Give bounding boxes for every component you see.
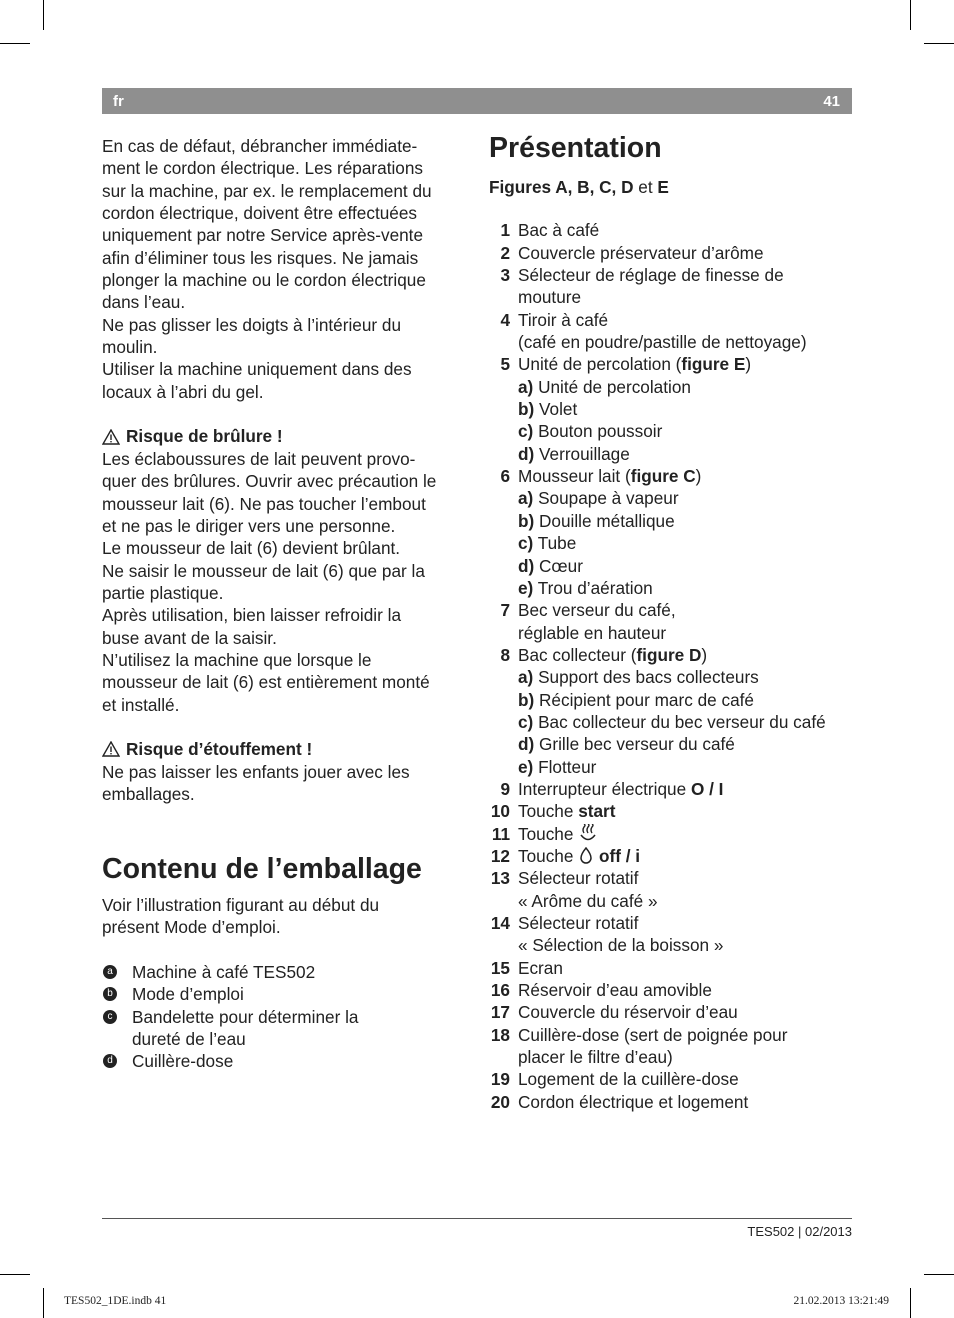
part-text: Support des bacs collecteurs (538, 667, 759, 688)
safety-paragraph (102, 135, 472, 403)
part-text: placer le filtre d’eau) (518, 1047, 673, 1068)
part-number: 8 (500, 644, 510, 665)
burn-warning-text (102, 448, 472, 716)
part-text: Grille bec verseur du café (539, 734, 735, 755)
text-line: Ne pas laisser les enfants jouer avec les (102, 761, 410, 782)
text-line: cordon électrique, doivent être effectuées (102, 203, 417, 224)
part-text-bold: figure C (630, 466, 696, 487)
text-line: dans l’eau. (102, 292, 186, 313)
part-text: Bec verseur du café, (518, 600, 676, 621)
part-text: Cuillère-dose (sert de poignée pour (518, 1024, 788, 1045)
part-text: Flotteur (538, 756, 597, 777)
part-text-bold: figure D (636, 644, 702, 665)
drop-icon (578, 846, 594, 866)
text-line: partie plastique. (102, 582, 224, 603)
part-text: Bac collecteur ( (518, 644, 637, 665)
header-bar (102, 88, 852, 114)
slug-file: TES502_1DE.indb 41 (64, 1295, 167, 1307)
part-item (489, 934, 859, 956)
text-line: ment le cordon électrique. Les réparations (102, 158, 424, 179)
contents-item-text (132, 961, 315, 983)
part-item (489, 532, 859, 554)
part-text-end: ) (745, 354, 752, 375)
part-text: Cœur (539, 555, 583, 576)
part-text: Verrouillage (539, 443, 630, 464)
contents-item (102, 1006, 472, 1051)
part-text: Trou d’aération (537, 577, 653, 598)
text-line: Machine à café TES502 (132, 962, 316, 983)
text-line: mousseur de lait (6) est entièrement monté (102, 672, 430, 693)
contents-intro (102, 894, 472, 939)
contents-heading: Contenu de l’emballage (102, 853, 422, 885)
contents-item-text (132, 1006, 358, 1051)
part-number: 19 (490, 1069, 510, 1090)
sub-label: a) (518, 488, 534, 509)
text-line: Les éclaboussures de lait peuvent provo- (102, 448, 416, 469)
part-item (489, 510, 859, 532)
suffocation-warning-heading (102, 738, 472, 760)
text-line: Bandelette pour déterminer la (132, 1006, 359, 1027)
text-line: Ne saisir le mousseur de lait (6) que par la (102, 560, 425, 581)
contents-item (102, 1050, 472, 1072)
text-line: emballages. (102, 783, 195, 804)
part-text: Sélecteur rotatif (518, 868, 639, 889)
contents-item-text (132, 983, 244, 1005)
part-number: 13 (490, 868, 510, 889)
part-item (489, 242, 859, 264)
part-item (489, 622, 859, 644)
part-text: Cordon électrique et logement (518, 1091, 749, 1112)
crop-mark (924, 43, 954, 44)
part-item (489, 1091, 859, 1113)
part-item (489, 823, 859, 845)
part-text: « Arôme du café » (518, 890, 658, 911)
text-line: plonger la machine ou le cordon électrique (102, 270, 426, 291)
part-item (489, 778, 859, 800)
text-line: Mode d’emploi (132, 984, 244, 1005)
part-item (489, 577, 859, 599)
part-text: Bouton poussoir (538, 421, 663, 442)
text-line: et installé. (102, 694, 180, 715)
part-item (489, 912, 859, 934)
part-text: (café en poudre/pastille de nettoyage) (518, 332, 807, 353)
part-item (489, 666, 859, 688)
text-line: sur la machine, par ex. le remplacement du (102, 180, 432, 201)
figures-bold-e: E (657, 177, 669, 197)
part-number: 6 (500, 466, 510, 487)
part-item (489, 890, 859, 912)
parts-list (489, 219, 859, 1113)
part-item (489, 756, 859, 778)
part-number: 11 (491, 823, 510, 844)
part-text: Bac à café (518, 220, 600, 241)
text-line: buse avant de la saisir. (102, 627, 277, 648)
crop-mark (910, 1288, 911, 1318)
part-text: Unité de percolation (538, 376, 691, 397)
part-text: Tiroir à café (518, 309, 609, 330)
part-item (489, 465, 859, 487)
text-line: Utiliser la machine uniquement dans des (102, 359, 412, 380)
part-item (489, 331, 859, 353)
part-text: Touche (518, 801, 579, 822)
part-text: Récipient pour marc de café (539, 689, 754, 710)
contents-item-text (132, 1050, 233, 1072)
part-item (489, 264, 859, 286)
part-number: 3 (500, 265, 510, 286)
figures-et: et (633, 177, 658, 197)
part-text: réglable en hauteur (518, 622, 667, 643)
part-number: 16 (490, 980, 510, 1001)
steam-icon (578, 824, 598, 844)
crop-mark (924, 1274, 954, 1275)
part-text-bold: off / i (594, 845, 641, 866)
warning-icon (102, 429, 120, 445)
item-badge-icon: d (103, 1054, 117, 1068)
text-line: moulin. (102, 337, 158, 358)
text-line: afin d’éliminer tous les risques. Ne jamais (102, 247, 419, 268)
part-text: Unité de percolation ( (518, 354, 682, 375)
part-item (489, 353, 859, 375)
part-text: Réservoir d’eau amovible (518, 980, 712, 1001)
warning-icon (102, 741, 120, 757)
text-line: et ne pas le diriger vers une personne. (102, 515, 396, 536)
part-number: 1 (500, 220, 510, 241)
sub-label: b) (518, 399, 535, 420)
part-number: 12 (490, 845, 510, 866)
part-number: 14 (490, 913, 510, 933)
sub-label: e) (518, 577, 534, 598)
sub-label: c) (518, 533, 534, 554)
part-text: Sélecteur rotatif (518, 913, 639, 933)
text-line: uniquement par notre Service après-vente (102, 225, 424, 246)
text-line: Voir l’illustration figurant au début du (102, 895, 380, 915)
part-number: 10 (490, 801, 510, 822)
text-line: présent Mode d’emploi. (102, 917, 281, 938)
part-text: « Sélection de la boisson » (518, 935, 724, 956)
part-text: Touche (518, 823, 579, 844)
text-line: Ne pas glisser les doigts à l’intérieur du (102, 314, 402, 335)
crop-mark (43, 0, 44, 30)
sub-label: a) (518, 667, 534, 688)
crop-mark (0, 1274, 30, 1275)
sub-label: d) (518, 555, 535, 576)
part-text: Touche (518, 845, 579, 866)
part-text: Logement de la cuillère-dose (518, 1069, 739, 1090)
sub-label: a) (518, 376, 534, 397)
part-text: mouture (518, 287, 582, 308)
part-text: Soupape à vapeur (538, 488, 679, 509)
text-line: Après utilisation, bien laisser refroidir la (102, 605, 402, 626)
part-item (489, 420, 859, 442)
part-item (489, 1024, 859, 1046)
part-text: Ecran (518, 957, 563, 978)
part-item (489, 309, 859, 331)
text-line: Cuillère-dose (132, 1051, 234, 1072)
part-number: 15 (490, 957, 510, 978)
part-number: 18 (490, 1024, 510, 1045)
text-line: dureté de l’eau (132, 1029, 246, 1050)
part-number: 7 (500, 600, 510, 621)
part-text-end: ) (695, 466, 702, 487)
part-number: 9 (500, 778, 510, 799)
part-item (489, 800, 859, 822)
sub-label: c) (518, 421, 534, 442)
contents-list (102, 961, 472, 1073)
part-text: Tube (537, 533, 577, 554)
part-text: Interrupteur électrique (518, 778, 691, 799)
part-item (489, 398, 859, 420)
part-item (489, 957, 859, 979)
page-number: 41 (823, 93, 840, 110)
part-item (489, 599, 859, 621)
sub-label: e) (518, 756, 534, 777)
part-item (489, 845, 859, 867)
part-text: Volet (539, 399, 578, 420)
part-item (489, 867, 859, 889)
part-text: Couvercle préservateur d’arôme (518, 242, 764, 263)
part-item (489, 711, 859, 733)
language-code: fr (113, 93, 124, 110)
presentation-heading: Présentation (489, 132, 662, 164)
part-item (489, 219, 859, 241)
part-text-end: ) (701, 644, 708, 665)
item-badge-icon: c (103, 1010, 117, 1024)
part-item (489, 733, 859, 755)
part-item (489, 376, 859, 398)
part-item (489, 644, 859, 666)
burn-warning-title: Risque de brûlure ! (126, 426, 283, 447)
sub-label: d) (518, 443, 535, 464)
part-number: 17 (490, 1002, 510, 1023)
part-item (489, 689, 859, 711)
left-column (102, 135, 472, 805)
item-badge-icon: a (103, 965, 117, 979)
part-text-bold: O / I (690, 778, 724, 799)
part-text-bold: start (578, 801, 616, 822)
burn-warning-heading (102, 425, 472, 447)
part-text: Douille métallique (539, 510, 675, 531)
crop-mark (0, 43, 30, 44)
part-item (489, 487, 859, 509)
crop-mark (910, 0, 911, 30)
sub-label: d) (518, 734, 535, 755)
part-item (489, 286, 859, 308)
part-item (489, 555, 859, 577)
part-item (489, 1068, 859, 1090)
part-item (489, 1046, 859, 1068)
contents-item (102, 961, 472, 983)
sub-label: b) (518, 510, 535, 531)
part-item (489, 443, 859, 465)
part-number: 2 (500, 242, 510, 263)
slug-date: 21.02.2013 13:21:49 (793, 1295, 889, 1307)
part-item (489, 979, 859, 1001)
suffocation-warning-text (102, 761, 472, 806)
text-line: locaux à l’abri du gel. (102, 381, 264, 402)
sub-label: c) (518, 711, 534, 732)
contents-section (102, 852, 472, 1073)
part-item (489, 1001, 859, 1023)
part-text-bold: figure E (681, 354, 746, 375)
part-text: Mousseur lait ( (518, 466, 631, 487)
part-number: 5 (500, 354, 510, 375)
part-text: Couvercle du réservoir d’eau (518, 1002, 738, 1023)
part-number: 20 (490, 1091, 510, 1112)
crop-mark (43, 1288, 44, 1318)
figures-reference (489, 176, 859, 198)
sub-label: b) (518, 689, 535, 710)
text-line: N’utilisez la machine que lorsque le (102, 649, 372, 670)
figures-bold: Figures A, B, C, D (489, 177, 634, 197)
text-line: mousseur lait (6). Ne pas toucher l’embout (102, 493, 426, 514)
suffocation-warning-title: Risque d’étouffement ! (126, 739, 313, 760)
footer-rule (102, 1218, 852, 1219)
presentation-section (489, 131, 859, 1113)
text-line: Le mousseur de lait (6) devient brûlant. (102, 538, 401, 559)
text-line: quer des brûlures. Ouvrir avec précaution le (102, 471, 437, 492)
part-text: Sélecteur de réglage de finesse de (518, 265, 784, 286)
part-number: 4 (500, 309, 510, 330)
text-line: En cas de défaut, débrancher immédiate- (102, 136, 418, 156)
contents-item (102, 983, 472, 1005)
item-badge-icon: b (103, 987, 117, 1001)
footer-doc-id: TES502 | 02/2013 (747, 1224, 852, 1239)
part-text: Bac collecteur du bec verseur du café (538, 711, 826, 732)
